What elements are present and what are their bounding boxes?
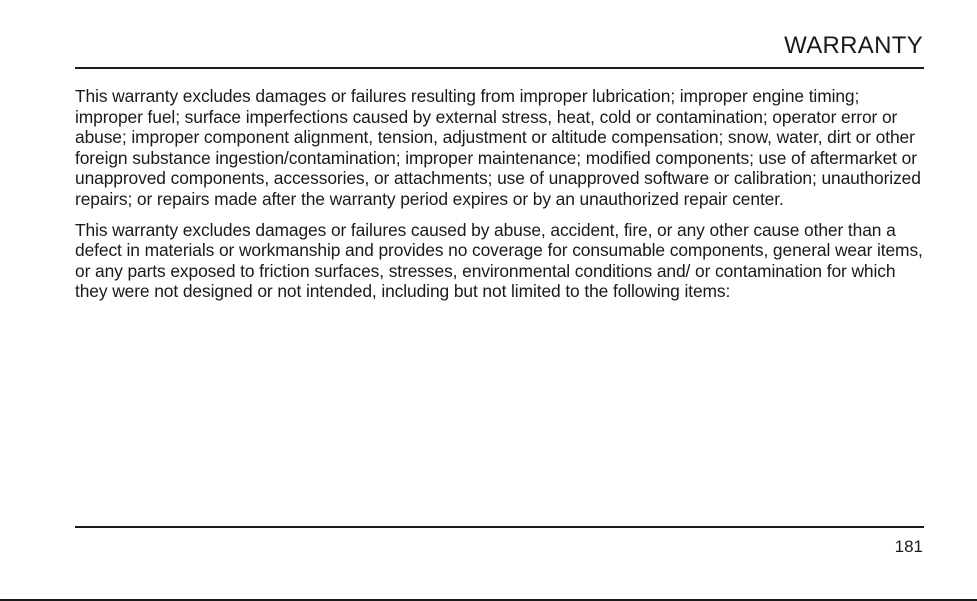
body-text <box>75 86 930 312</box>
paragraph-exclusions-2: This warranty excludes damages or failures caused by abuse, accident, fire, or any other cause other than a defect in materials or workmanship and provides no coverage for consumable components, general wear items, or any parts exposed to friction surfaces, stresses, environmental conditions and/ or contamination for which they were not designed or not intended, including but not limited to the following items: <box>75 219 923 302</box>
header-rule <box>75 67 924 69</box>
paragraph-exclusions-1: This warranty excludes damages or failures resulting from improper lubrication; improper engine timing; improper fuel; surface imperfections caused by external stress, heat, cold or contamination; operator error or abuse; improper component alignment, tension, adjustment or altitude compensation; snow, water, dirt or other foreign substance ingestion/contamination; improper maintenance; modified components; use of aftermarket or unapproved components, accessories, or attachments; use of unapproved software or calibration; unauthorized repairs; or repairs made after the warranty period expires or by an unauthorized repair center. <box>75 86 921 209</box>
footer-rule <box>75 526 924 528</box>
section-title: WARRANTY <box>784 32 923 59</box>
page-number: 181 <box>894 537 923 556</box>
